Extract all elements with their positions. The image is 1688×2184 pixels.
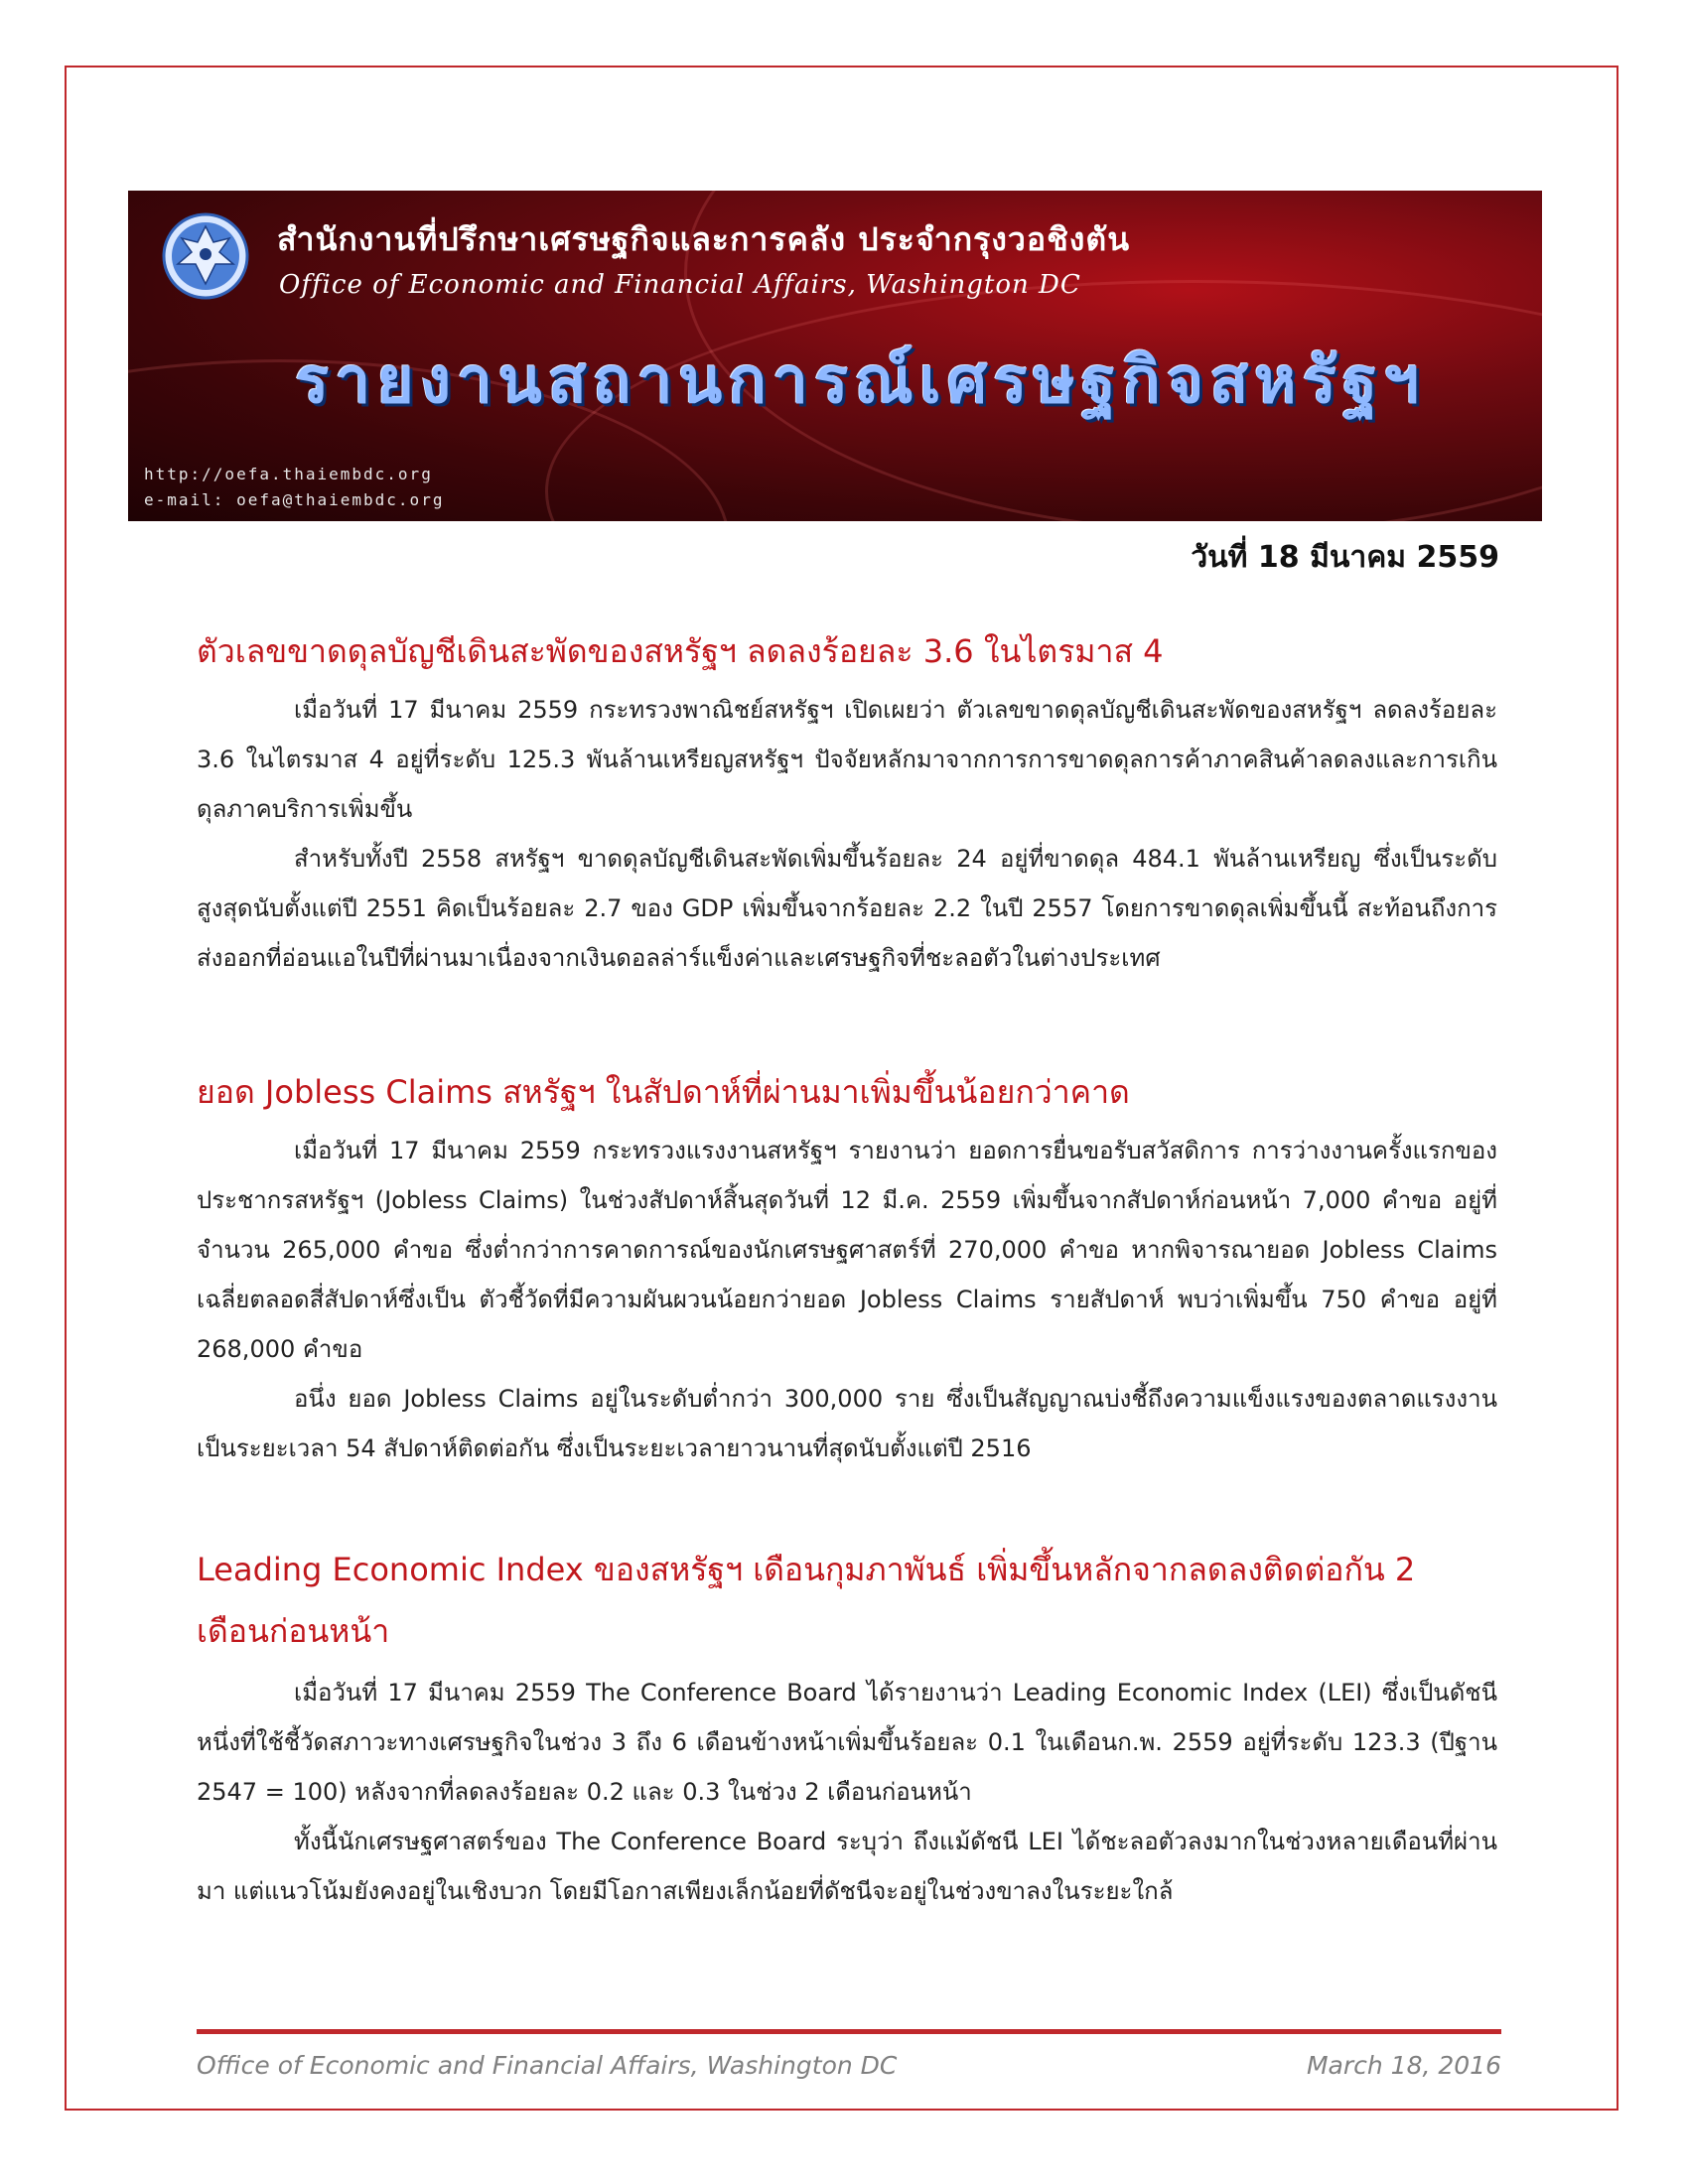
section-paragraph: [197, 1374, 1497, 1473]
section-heading: ยอด Jobless Claims สหรัฐฯ ในสัปดาห์ที่ผ่านมาเพิ่มขึ้นน้อยกว่าคาด: [197, 1073, 1130, 1111]
section-paragraph: [197, 1668, 1497, 1817]
paragraph-text: เมื่อวันที่ 17 มีนาคม 2559 กระทรวงแรงงานสหรัฐฯ รายงานว่า ยอดการยื่นขอรับสวัสดิการ การว่างงานครั้งแรกของประชากรสหรัฐฯ (Jobless Claims) ในช่วงสัปดาห์สิ้นสุดวันที่ 12 มี.ค. 2559 เพิ่มขึ้นจากสัปดาห์ก่อนหน้า 7,000 คำขอ อยู่ที่จำนวน 265,000 คำขอ ซึ่งต่ำกว่าการคาดการณ์ของนักเศรษฐศาสตร์ที่ 270,000 คำขอ หากพิจารณายอด Jobless Claims เฉลี่ยตลอดสี่สัปดาห์ซึ่งเป็น ตัวชี้วัดที่มีความผันผวนน้อยกว่ายอด Jobless Claims รายสัปดาห์ พบว่าเพิ่มขึ้น 750 คำขอ อยู่ที่ 268,000 คำขอ: [197, 1137, 1498, 1363]
section-paragraph: [197, 1126, 1497, 1374]
garuda-seal-icon: [162, 212, 249, 300]
footer-organization: Office of Economic and Financial Affairs, Washington DC: [197, 2051, 898, 2080]
footer-date: March 18, 2016: [1306, 2051, 1501, 2080]
paragraph-text: อนึ่ง ยอด Jobless Claims อยู่ในระดับต่ำกว่า 300,000 ราย ซึ่งเป็นสัญญาณบ่งชี้ถึงความแข็งแรงของตลาดแรงงาน เป็นระยะเวลา 54 สัปดาห์ติดต่อกัน ซึ่งเป็นระยะเวลายาวนานที่สุดนับตั้งแต่ปี 2516: [197, 1385, 1497, 1462]
organization-name-english: Office of Economic and Financial Affairs, Washington DC: [279, 270, 1081, 300]
report-date: วันที่ 18 มีนาคม 2559: [1191, 540, 1499, 575]
footer-divider: [197, 2029, 1501, 2034]
website-link[interactable]: http://oefa.thaiembdc.org: [144, 465, 433, 483]
header-banner: [128, 191, 1542, 521]
section-heading: Leading Economic Index ของสหรัฐฯ เดือนกุมภาพันธ์ เพิ่มขึ้นหลักจากลดลงติดต่อกัน 2 เดือนก่อนหน้า: [197, 1551, 1416, 1650]
report-title: รายงานสถานการณ์เศรษฐกิจสหรัฐฯ: [295, 344, 1426, 418]
paragraph-text: ทั้งนี้นักเศรษฐศาสตร์ของ The Conference Board ระบุว่า ถึงแม้ดัชนี LEI ได้ชะลอตัวลงมากในช่วงหลายเดือนที่ผ่านมา แต่แนวโน้มยังคงอยู่ในเชิงบวก โดยมีโอกาสเพียงเล็กน้อยที่ดัชนีจะอยู่ในช่วงขาลงในระยะใกล้: [197, 1828, 1497, 1905]
section-paragraph: [197, 834, 1497, 983]
email-link[interactable]: e-mail: oefa@thaiembdc.org: [144, 490, 445, 509]
paragraph-text: เมื่อวันที่ 17 มีนาคม 2559 The Conference Board ได้รายงานว่า Leading Economic Index (LEI) ซึ่งเป็นดัชนีหนึ่งที่ใช้ชี้วัดสภาวะทางเศรษฐกิจในช่วง 3 ถึง 6 เดือนข้างหน้าเพิ่มขึ้นร้อยละ 0.1 ในเดือนก.พ. 2559 อยู่ที่ระดับ 123.3 (ปีฐาน 2547 = 100) หลังจากที่ลดลงร้อยละ 0.2 และ 0.3 ในช่วง 2 เดือนก่อนหน้า: [197, 1679, 1497, 1806]
section-paragraph: [197, 685, 1497, 834]
section-heading: ตัวเลขขาดดุลบัญชีเดินสะพัดของสหรัฐฯ ลดลงร้อยละ 3.6 ในไตรมาส 4: [197, 632, 1164, 670]
organization-name-thai: สำนักงานที่ปรึกษาเศรษฐกิจและการคลัง ประจำกรุงวอชิงตัน: [277, 220, 1131, 258]
paragraph-text: สำหรับทั้งปี 2558 สหรัฐฯ ขาดดุลบัญชีเดินสะพัดเพิ่มขึ้นร้อยละ 24 อยู่ที่ขาดดุล 484.1 พันล้านเหรียญ ซึ่งเป็นระดับสูงสุดนับตั้งแต่ปี 2551 คิดเป็นร้อยละ 2.7 ของ GDP เพิ่มขึ้นจากร้อยละ 2.2 ในปี 2557 โดยการขาดดุลเพิ่มขึ้นนี้ สะท้อนถึงการส่งออกที่อ่อนแอในปีที่ผ่านมาเนื่องจากเงินดอลล่าร์แข็งค่าและเศรษฐกิจที่ชะลอตัวในต่างประเทศ: [197, 845, 1497, 972]
paragraph-text: เมื่อวันที่ 17 มีนาคม 2559 กระทรวงพาณิชย์สหรัฐฯ เปิดเผยว่า ตัวเลขขาดดุลบัญชีเดินสะพัดของสหรัฐฯ ลดลงร้อยละ 3.6 ในไตรมาส 4 อยู่ที่ระดับ 125.3 พันล้านเหรียญสหรัฐฯ ปัจจัยหลักมาจากการการขาดดุลการค้าภาคสินค้าลดลงและการเกินดุลภาคบริการเพิ่มขึ้น: [197, 696, 1497, 823]
section-paragraph: [197, 1817, 1497, 1916]
